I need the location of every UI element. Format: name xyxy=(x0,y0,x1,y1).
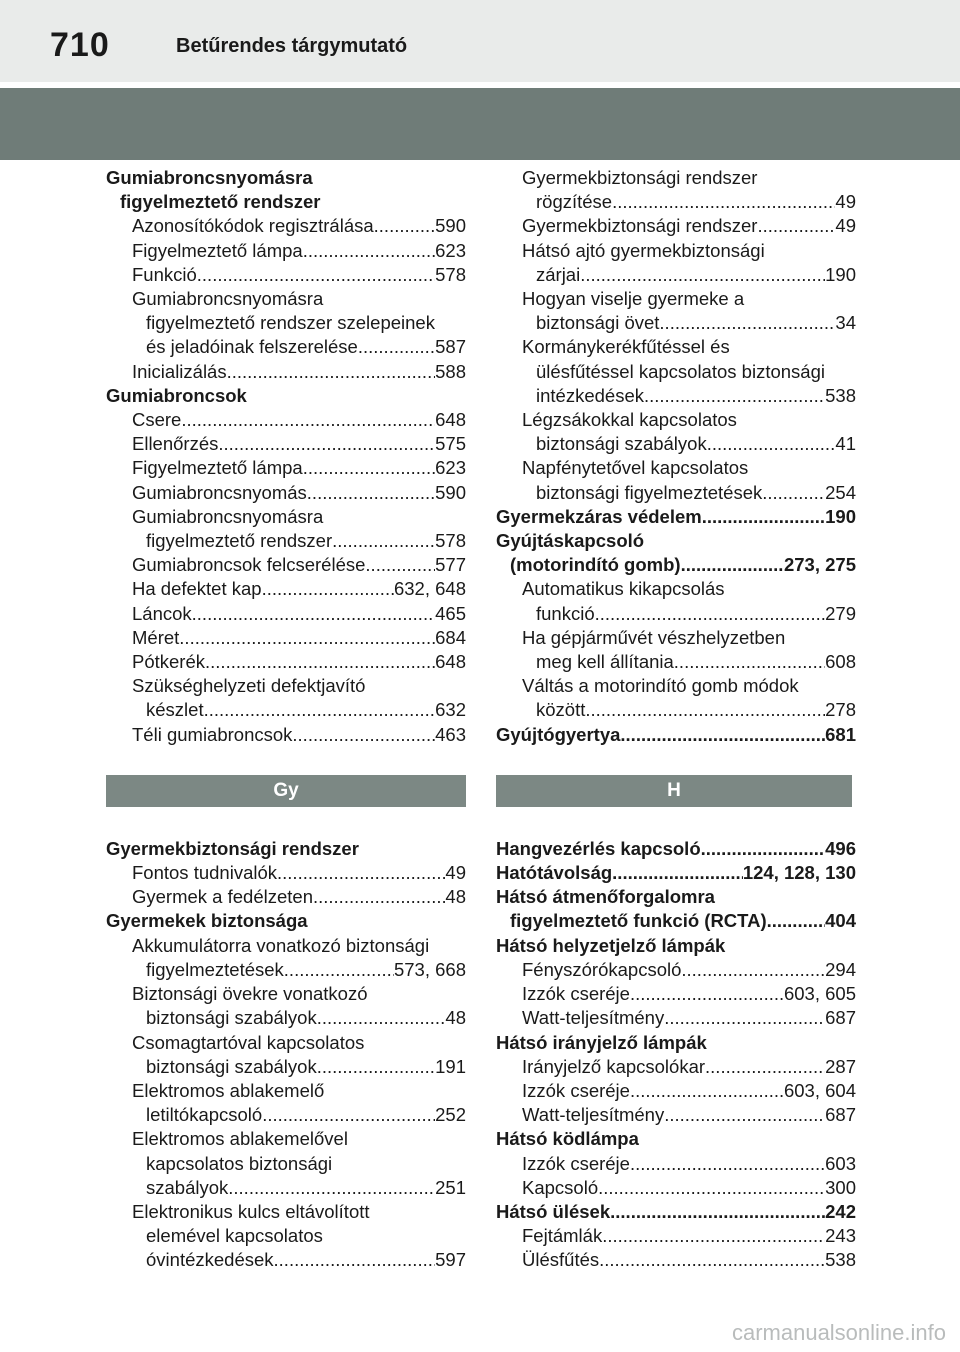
entry-text: elemével kapcsolatos xyxy=(146,1225,323,1247)
entry-text: Gumiabroncsnyomásra xyxy=(106,167,313,188)
page-reference: 590 xyxy=(435,481,466,503)
index-entry xyxy=(496,674,856,698)
entry-text: Figyelmeztető lámpa xyxy=(132,457,303,479)
leader-dots xyxy=(197,263,435,287)
leader-dots xyxy=(218,432,435,456)
index-entry xyxy=(496,263,856,287)
page-reference: 588 xyxy=(435,360,466,382)
leader-dots xyxy=(332,529,435,553)
index-entry xyxy=(496,626,856,650)
leader-dots xyxy=(365,553,435,577)
leader-dots xyxy=(205,650,435,674)
entry-text: Csere xyxy=(132,409,182,431)
entry-text: Hátsó ajtó gyermekbiztonsági xyxy=(522,239,765,261)
leader-dots xyxy=(262,1103,435,1127)
index-entry xyxy=(496,1079,856,1103)
leader-dots xyxy=(317,1006,446,1030)
leader-dots xyxy=(595,602,826,626)
page-reference: 603 xyxy=(825,1152,856,1174)
page-reference: 287 xyxy=(825,1055,856,1077)
leader-dots xyxy=(303,456,435,480)
leader-dots xyxy=(179,626,435,650)
leader-dots xyxy=(681,553,784,577)
page-reference: 623 xyxy=(435,239,466,261)
page-reference: 190 xyxy=(825,263,856,285)
index-entry-main xyxy=(496,885,856,909)
entry-text: biztonsági szabályok xyxy=(146,1055,317,1077)
index-entry xyxy=(106,1224,466,1248)
index-entry xyxy=(106,958,466,982)
entry-text: Elektromos ablakemelő xyxy=(132,1079,325,1101)
index-entry xyxy=(106,505,466,529)
entry-text: között xyxy=(536,699,586,721)
entry-text: Automatikus kikapcsolás xyxy=(522,578,725,600)
page-reference: 279 xyxy=(825,602,856,624)
index-entry xyxy=(106,408,466,432)
entry-text: meg kell állítania xyxy=(536,651,674,673)
leader-dots xyxy=(262,577,394,601)
index-entry xyxy=(496,456,856,480)
page-reference: 648 xyxy=(435,651,466,673)
index-entry-main xyxy=(496,1031,856,1055)
index-entry xyxy=(496,384,856,408)
entry-text: Hatótávolság xyxy=(496,862,613,884)
page-reference: 590 xyxy=(435,215,466,237)
index-column-right xyxy=(496,166,856,1273)
index-entry xyxy=(496,958,856,982)
entry-text: rögzítése xyxy=(536,191,613,213)
section-header: H xyxy=(496,775,852,807)
index-entry xyxy=(106,626,466,650)
entry-text: Gyújtáskapcsoló xyxy=(496,530,645,552)
entry-text: Szükséghelyzeti defektjavító xyxy=(132,675,366,697)
leader-dots xyxy=(292,723,435,747)
entry-text: szabályok xyxy=(146,1176,229,1198)
page-reference: 575 xyxy=(435,433,466,455)
index-entry-main xyxy=(496,1127,856,1151)
leader-dots xyxy=(277,861,445,885)
page-reference: 242 xyxy=(825,1200,856,1222)
leader-dots xyxy=(599,1248,825,1272)
index-entry xyxy=(106,885,466,909)
index-entry xyxy=(496,982,856,1006)
index-entry xyxy=(106,1200,466,1224)
leader-dots xyxy=(707,432,836,456)
index-entry-main xyxy=(496,909,856,933)
index-entry xyxy=(106,335,466,359)
entry-text: Funkció xyxy=(132,263,197,285)
page-reference: 34 xyxy=(835,312,856,334)
index-entry xyxy=(106,553,466,577)
entry-text: Watt-teljesítmény xyxy=(522,1104,665,1126)
page-reference: 587 xyxy=(435,336,466,358)
page-reference: 48 xyxy=(445,1007,466,1029)
entry-text: figyelmeztető funkció (RCTA) xyxy=(510,910,767,932)
entry-text: Ha defektet kap xyxy=(132,578,262,600)
entry-text: kapcsolatos biztonsági xyxy=(146,1152,333,1174)
page-reference: 681 xyxy=(825,723,856,745)
page-reference: 687 xyxy=(825,1007,856,1029)
index-entry xyxy=(106,456,466,480)
entry-text: Elektronikus kulcs eltávolított xyxy=(132,1200,370,1222)
leader-dots xyxy=(762,481,825,505)
index-entry xyxy=(496,287,856,311)
entry-text: Hogyan viselje gyermeke a xyxy=(522,288,745,310)
index-entry xyxy=(496,432,856,456)
entry-text: Gumiabroncsnyomásra xyxy=(132,505,324,527)
entry-text: letiltókapcsoló xyxy=(146,1104,263,1126)
entry-text: Légzsákokkal kapcsolatos xyxy=(522,409,737,431)
entry-text: Izzók cseréje xyxy=(522,1152,630,1174)
page-reference: 465 xyxy=(435,602,466,624)
index-entry xyxy=(106,239,466,263)
page-reference: 632 xyxy=(435,699,466,721)
entry-text: figyelmeztető rendszer xyxy=(120,191,321,213)
entry-text: Hangvezérlés kapcsoló xyxy=(496,837,701,859)
page-reference: 603, 605 xyxy=(783,983,856,1005)
entry-text: Gumiabroncsok xyxy=(106,384,247,406)
leader-dots xyxy=(701,837,826,861)
leader-dots xyxy=(307,481,435,505)
leader-dots xyxy=(630,1152,825,1176)
entry-text: Gumiabroncsok felcserélése xyxy=(132,554,366,576)
page-reference: 463 xyxy=(435,723,466,745)
index-entry xyxy=(496,1006,856,1030)
entry-text: Ellenőrzés xyxy=(132,433,219,455)
leader-dots xyxy=(374,214,435,238)
leader-dots xyxy=(767,909,826,933)
header-bar xyxy=(0,0,960,82)
page-reference: 243 xyxy=(825,1225,856,1247)
leader-dots xyxy=(204,698,436,722)
page-reference: 577 xyxy=(435,554,466,576)
index-entry xyxy=(496,602,856,626)
page-reference: 254 xyxy=(825,481,856,503)
page-reference: 603, 604 xyxy=(783,1079,856,1101)
index-entry xyxy=(496,577,856,601)
page-reference: 648 xyxy=(435,409,466,431)
entry-text: biztonsági szabályok xyxy=(536,433,707,455)
index-entry-main xyxy=(496,505,856,529)
page-reference: 48 xyxy=(445,886,466,908)
index-entry xyxy=(496,650,856,674)
index-entry-main xyxy=(106,909,466,933)
leader-dots xyxy=(612,861,743,885)
entry-text: Kormánykerékfűtéssel és xyxy=(522,336,730,358)
index-entry xyxy=(106,723,466,747)
page-reference: 190 xyxy=(825,505,856,527)
page-reference: 300 xyxy=(825,1176,856,1198)
index-entry xyxy=(496,1176,856,1200)
entry-text: Fontos tudnivalók xyxy=(132,862,278,884)
index-entry xyxy=(106,481,466,505)
entry-text: Ülésfűtés xyxy=(522,1249,600,1271)
page-reference: 294 xyxy=(825,958,856,980)
index-entry xyxy=(496,1224,856,1248)
entry-text: Váltás a motorindító gomb módok xyxy=(522,675,799,697)
entry-text: Csomagtartóval kapcsolatos xyxy=(132,1031,365,1053)
page-reference: 496 xyxy=(825,837,856,859)
leader-dots xyxy=(284,958,394,982)
entry-text: biztonsági szabályok xyxy=(146,1007,317,1029)
index-entry-main xyxy=(496,837,856,861)
leader-dots xyxy=(317,1055,435,1079)
page-reference: 578 xyxy=(435,263,466,285)
entry-text: Inicializálás xyxy=(132,360,227,382)
leader-dots xyxy=(702,505,825,529)
leader-dots xyxy=(602,1224,825,1248)
page-reference: 49 xyxy=(835,215,856,237)
index-entry xyxy=(496,239,856,263)
entry-text: Téli gumiabroncsok xyxy=(132,723,293,745)
page-reference: 49 xyxy=(835,191,856,213)
entry-text: Méret xyxy=(132,626,180,648)
leader-dots xyxy=(620,723,825,747)
entry-text: Gyermekek biztonsága xyxy=(106,910,308,932)
index-entry xyxy=(106,698,466,722)
entry-text: biztonsági figyelmeztetések xyxy=(536,481,763,503)
leader-dots xyxy=(681,958,825,982)
index-entry-main xyxy=(496,723,856,747)
page-reference: 191 xyxy=(435,1055,466,1077)
index-entry xyxy=(106,529,466,553)
entry-text: Hátsó irányjelző lámpák xyxy=(496,1031,707,1053)
index-entry xyxy=(106,861,466,885)
entry-text: figyelmeztetések xyxy=(146,958,284,980)
leader-dots xyxy=(610,1200,825,1224)
index-entry xyxy=(106,1006,466,1030)
page-reference: 273, 275 xyxy=(783,554,856,576)
index-entry xyxy=(106,1031,466,1055)
leader-dots xyxy=(598,1176,825,1200)
index-entry xyxy=(496,166,856,190)
index-entry xyxy=(496,481,856,505)
index-entry xyxy=(106,1079,466,1103)
page-reference: 49 xyxy=(445,862,466,884)
entry-text: figyelmeztető rendszer xyxy=(146,530,333,552)
leader-dots xyxy=(228,1176,435,1200)
page-reference: 684 xyxy=(435,626,466,648)
index-entry xyxy=(106,263,466,287)
page-reference: 632, 648 xyxy=(393,578,466,600)
index-entry-main xyxy=(496,934,856,958)
index-column-left xyxy=(106,166,466,1273)
index-entry xyxy=(106,1152,466,1176)
leader-dots xyxy=(664,1006,825,1030)
index-entry xyxy=(496,335,856,359)
page-reference: 278 xyxy=(825,699,856,721)
index-entry-main xyxy=(106,837,466,861)
entry-text: készlet xyxy=(146,699,204,721)
entry-text: Gyermekbiztonsági rendszer xyxy=(106,837,359,859)
entry-text: és jeladóinak felszerelése xyxy=(146,336,358,358)
entry-text: Figyelmeztető lámpa xyxy=(132,239,303,261)
page-reference: 252 xyxy=(435,1104,466,1126)
leader-dots xyxy=(192,602,435,626)
leader-dots xyxy=(757,214,835,238)
leader-dots xyxy=(630,982,784,1006)
index-entry xyxy=(496,698,856,722)
entry-text: Gumiabroncsnyomás xyxy=(132,481,307,503)
entry-text: Watt-teljesítmény xyxy=(522,1007,665,1029)
leader-dots xyxy=(612,190,835,214)
leader-dots xyxy=(580,263,825,287)
entry-text: Hátsó ködlámpa xyxy=(496,1128,639,1150)
entry-text: Biztonsági övekre vonatkozó xyxy=(132,983,368,1005)
leader-dots xyxy=(659,311,835,335)
leader-dots xyxy=(358,335,435,359)
index-entry xyxy=(106,1127,466,1151)
leader-dots xyxy=(664,1103,825,1127)
leader-dots xyxy=(303,239,435,263)
index-entry xyxy=(106,1055,466,1079)
entry-text: Ha gépjárművét vészhelyzetben xyxy=(522,626,786,648)
index-entry xyxy=(106,982,466,1006)
index-entry-main xyxy=(106,384,466,408)
entry-text: Pótkerék xyxy=(132,651,206,673)
entry-text: Irányjelző kapcsolókar xyxy=(522,1055,706,1077)
index-entry xyxy=(106,650,466,674)
entry-text: óvintézkedések xyxy=(146,1249,274,1271)
entry-text: Azonosítókódok regisztrálása xyxy=(132,215,374,237)
entry-text: biztonsági övet xyxy=(536,312,660,334)
header-banner xyxy=(0,88,960,160)
entry-text: (motorindító gomb) xyxy=(510,554,681,576)
watermark: carmanualsonline.info xyxy=(731,1320,946,1345)
page-reference: 538 xyxy=(825,1249,856,1271)
page-reference: 687 xyxy=(825,1104,856,1126)
page-reference: 597 xyxy=(435,1249,466,1271)
page-reference: 573, 668 xyxy=(393,958,466,980)
leader-dots xyxy=(705,1055,825,1079)
section-header: Gy xyxy=(106,775,466,807)
entry-text: Gyermekbiztonsági rendszer xyxy=(522,215,758,237)
entry-text: zárjai xyxy=(536,263,581,285)
entry-text: Gyermekbiztonsági rendszer xyxy=(522,167,758,188)
index-entry xyxy=(106,311,466,335)
entry-text: Gyermekzáras védelem xyxy=(496,505,702,527)
index-entry xyxy=(496,1103,856,1127)
index-entry xyxy=(496,311,856,335)
index-entry xyxy=(496,1248,856,1272)
index-entry-main xyxy=(496,553,856,577)
index-entry xyxy=(106,1176,466,1200)
entry-text: Kapcsoló xyxy=(522,1176,599,1198)
index-entry-main xyxy=(496,1200,856,1224)
entry-text: Hátsó helyzetjelző lámpák xyxy=(496,934,726,956)
index-entry xyxy=(106,934,466,958)
page-reference: 538 xyxy=(825,384,856,406)
entry-text: Izzók cseréje xyxy=(522,983,630,1005)
index-entry-main xyxy=(496,861,856,885)
entry-text: Hátsó ülések xyxy=(496,1200,611,1222)
page-reference: 124, 128, 130 xyxy=(742,862,856,884)
page-reference: 608 xyxy=(825,651,856,673)
index-entry xyxy=(496,190,856,214)
index-entry xyxy=(106,602,466,626)
leader-dots xyxy=(644,384,825,408)
leader-dots xyxy=(227,360,436,384)
index-entry xyxy=(106,1248,466,1272)
index-entry xyxy=(496,214,856,238)
index-entry xyxy=(496,408,856,432)
entry-text: ülésfűtéssel kapcsolatos biztonsági xyxy=(536,360,825,382)
index-entry xyxy=(106,360,466,384)
index-entry-main xyxy=(106,166,466,190)
entry-text: Elektromos ablakemelővel xyxy=(132,1128,348,1150)
entry-text: intézkedések xyxy=(536,384,644,406)
index-entry-main xyxy=(496,529,856,553)
index-entry xyxy=(106,674,466,698)
leader-dots xyxy=(630,1079,784,1103)
entry-text: Gumiabroncsnyomásra xyxy=(132,288,324,310)
index-entry xyxy=(106,577,466,601)
index-entry-main xyxy=(106,190,466,214)
page-reference: 404 xyxy=(825,910,856,932)
leader-dots xyxy=(313,885,445,909)
index-entry xyxy=(496,360,856,384)
page-reference: 623 xyxy=(435,457,466,479)
entry-text: Hátsó átmenőforgalomra xyxy=(496,886,715,908)
entry-text: Gyújtógyertya xyxy=(496,723,621,745)
leader-dots xyxy=(274,1248,436,1272)
page-reference: 251 xyxy=(435,1176,466,1198)
index-entry xyxy=(496,1055,856,1079)
page-number: 710 xyxy=(50,26,110,64)
leader-dots xyxy=(181,408,435,432)
index-entry xyxy=(496,1152,856,1176)
entry-text: Napfénytetővel kapcsolatos xyxy=(522,457,749,479)
index-entry xyxy=(106,1103,466,1127)
entry-text: Izzók cseréje xyxy=(522,1079,630,1101)
index-entry xyxy=(106,214,466,238)
entry-text: Láncok xyxy=(132,602,192,624)
entry-text: Gyermek a fedélzeten xyxy=(132,886,313,908)
entry-text: figyelmeztető rendszer szelepeinek xyxy=(146,312,435,334)
entry-text: Fejtámlák xyxy=(522,1225,603,1247)
leader-dots xyxy=(585,698,825,722)
page-reference: 41 xyxy=(835,433,856,455)
entry-text: Fényszórókapcsoló xyxy=(522,958,682,980)
index-entry xyxy=(106,432,466,456)
leader-dots xyxy=(674,650,825,674)
entry-text: Akkumulátorra vonatkozó biztonsági xyxy=(132,934,430,956)
page-title: Betűrendes tárgymutató xyxy=(176,35,408,57)
index-entry xyxy=(106,287,466,311)
entry-text: funkció xyxy=(536,602,595,624)
page-reference: 578 xyxy=(435,530,466,552)
